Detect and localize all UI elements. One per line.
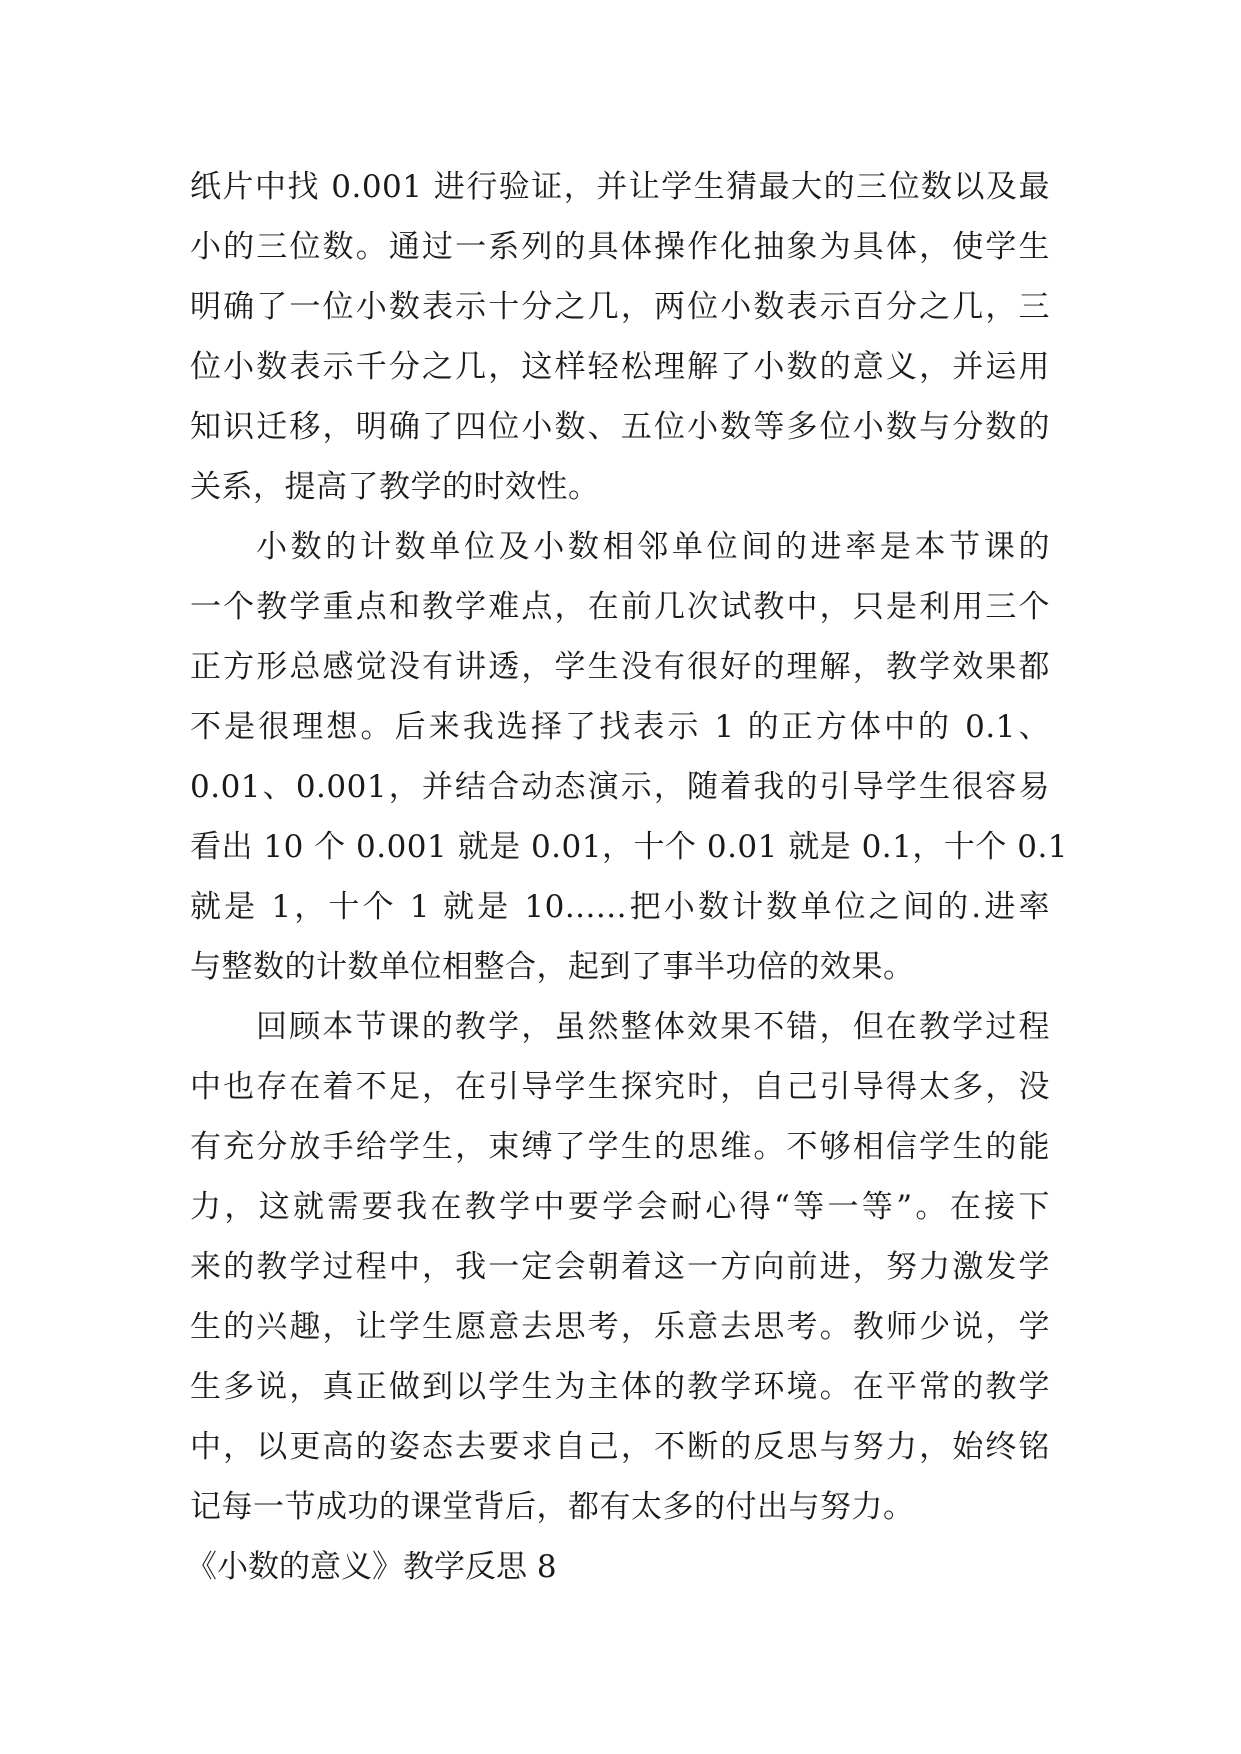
text-line: 一个教学重点和教学难点，在前几次试教中，只是利用三个 [190, 589, 1050, 625]
text-line: 小数的计数单位及小数相邻单位间的进率是本节课的 [256, 529, 1050, 565]
document-page [186, 157, 1069, 1597]
text-line: 位小数表示千分之几，这样轻松理解了小数的意义，并运用 [190, 349, 1050, 385]
text-line: 明确了一位小数表示十分之几，两位小数表示百分之几，三 [190, 289, 1050, 325]
paragraph-1 [190, 157, 1050, 517]
paragraph-3 [190, 997, 1050, 1537]
text-line: 与整数的计数单位相整合，起到了事半功倍的效果。 [190, 949, 915, 985]
section-heading: 《小数的意义》教学反思 8 [186, 1549, 557, 1585]
paragraph-2 [190, 517, 1069, 997]
text-line: 来的教学过程中，我一定会朝着这一方向前进，努力激发学 [190, 1249, 1050, 1285]
text-line: 纸片中找 0.001 进行验证，并让学生猜最大的三位数以及最 [190, 169, 1050, 205]
text-line: 中，以更高的姿态去要求自己，不断的反思与努力，始终铭 [190, 1429, 1050, 1465]
text-line: 有充分放手给学生，束缚了学生的思维。不够相信学生的能 [190, 1129, 1050, 1165]
text-line: 中也存在着不足，在引导学生探究时，自己引导得太多，没 [190, 1069, 1050, 1105]
text-line: 看出 10 个 0.001 就是 0.01，十个 0.01 就是 0.1，十个 0.1 [190, 829, 1069, 865]
text-line: 不是很理想。后来我选择了找表示 1 的正方体中的 0.1、 [190, 709, 1050, 745]
text-line: 0.01、0.001，并结合动态演示，随着我的引导学生很容易 [190, 769, 1050, 805]
text-line: 生的兴趣，让学生愿意去思考，乐意去思考。教师少说，学 [190, 1309, 1050, 1345]
text-line: 正方形总感觉没有讲透，学生没有很好的理解，教学效果都 [190, 649, 1050, 685]
text-line: 关系，提高了教学的时效性。 [190, 469, 600, 505]
text-line: 小的三位数。通过一系列的具体操作化抽象为具体，使学生 [190, 229, 1050, 265]
text-line: 就是 1，十个 1 就是 10......把小数计数单位之间的.进率 [190, 889, 1050, 925]
text-line: 回顾本节课的教学，虽然整体效果不错，但在教学过程 [256, 1009, 1050, 1045]
text-line: 生多说，真正做到以学生为主体的教学环境。在平常的教学 [190, 1369, 1050, 1405]
text-line: 记每一节成功的课堂背后，都有太多的付出与努力。 [190, 1489, 915, 1525]
text-line: 知识迁移，明确了四位小数、五位小数等多位小数与分数的 [190, 409, 1050, 445]
text-line: 力，这就需要我在教学中要学会耐心得“等一等”。在接下 [190, 1189, 1050, 1225]
